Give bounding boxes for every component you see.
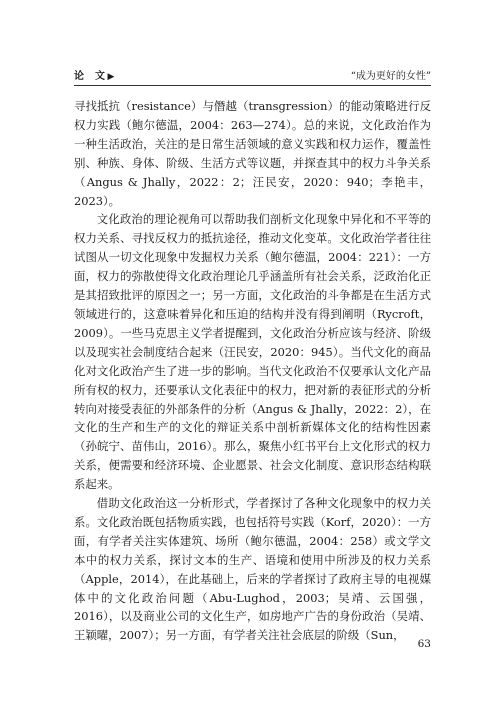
article-short-title: “成为更好的女性” — [350, 71, 431, 82]
paragraph: 文化政治的理论视角可以帮助我们剖析文化现象中异化和不平等的权力关系、寻找反权力的抵抗途径，推动文化变革。文化政治学者往往试图从一切文化现象中发掘权力关系（鲍尔德温，2004：221）：一方面，权力的弥散使得文化政治理论几乎涵盖所有社会关系，泛政治化正是其招致批评的原因之一；另一方面，文化政治的斗争都是在生活方式领域进行的，这意味着异化和压迫的结构并没有得到阐明（Rycroft，2009）。一些马克思主义学者提醒到，文化政治分析应该与经济、阶级以及现实社会制度结合起来（汪民安，2020：945）。当代文化的商品化对文化政治产生了进一步的影响。当代文化政治不仅要承认文化产品所有权的权力，还要承认文化表征中的权力，把对新的表征形式的分析转向对接受表征的外部条件的分析（Angus & Jhally，2022：2），在文化的生产和生产的文化的辩证关系中剖析新媒体文化的结构性因素（孙皖宁、苗伟山，2016）。那么，聚焦小红书平台上文化形式的权力关系，便需要和经济环境、企业愿景、社会文化制度、意识形态结构联系起来。 — [74, 212, 431, 492]
paragraph: 借助文化政治这一分析形式，学者探讨了各种文化现象中的权力关系。文化政治既包括物质实践，也包括符号实践（Korf，2020）：一方面，有学者关注实体建筑、场所（鲍尔德温，2004：258）或文学文本中的权力关系，探讨文本的生产、语境和使用中所涉及的权力关系（Apple，2014），在此基础上，后来的学者探讨了政府主导的电视媒体中的文化政治问题（Abu-Lughod，2003；吴靖、云国强，2016），以及商业公司的文化生产，如房地产广告的身份政治（吴靖、王颖曜，2007）；另一方面，有学者关注社会底层的阶级（Sun， — [74, 496, 431, 643]
section-label-text: 论 文 — [74, 71, 106, 82]
section-label — [74, 67, 115, 82]
header-divider — [74, 85, 431, 86]
page-number: 63 — [417, 638, 431, 650]
running-header — [74, 66, 431, 82]
body-text — [74, 97, 431, 645]
paragraph-continued: 寻找抵抗（resistance）与僭越（transgression）的能动策略进行反权力实践（鲍尔德温，2004：263—274）。总的来说，文化政治作为一种生活政治，关注的是日常生活领域的意义实践和权力运作，覆盖性别、种族、身体、阶级、生活方式等议题，并探查其中的权力斗争关系（Angus & Jhally，2022：2；汪民安，2020：940；李艳丰，2023）。 — [74, 99, 431, 208]
triangle-marker-icon: ▶ — [107, 72, 115, 82]
